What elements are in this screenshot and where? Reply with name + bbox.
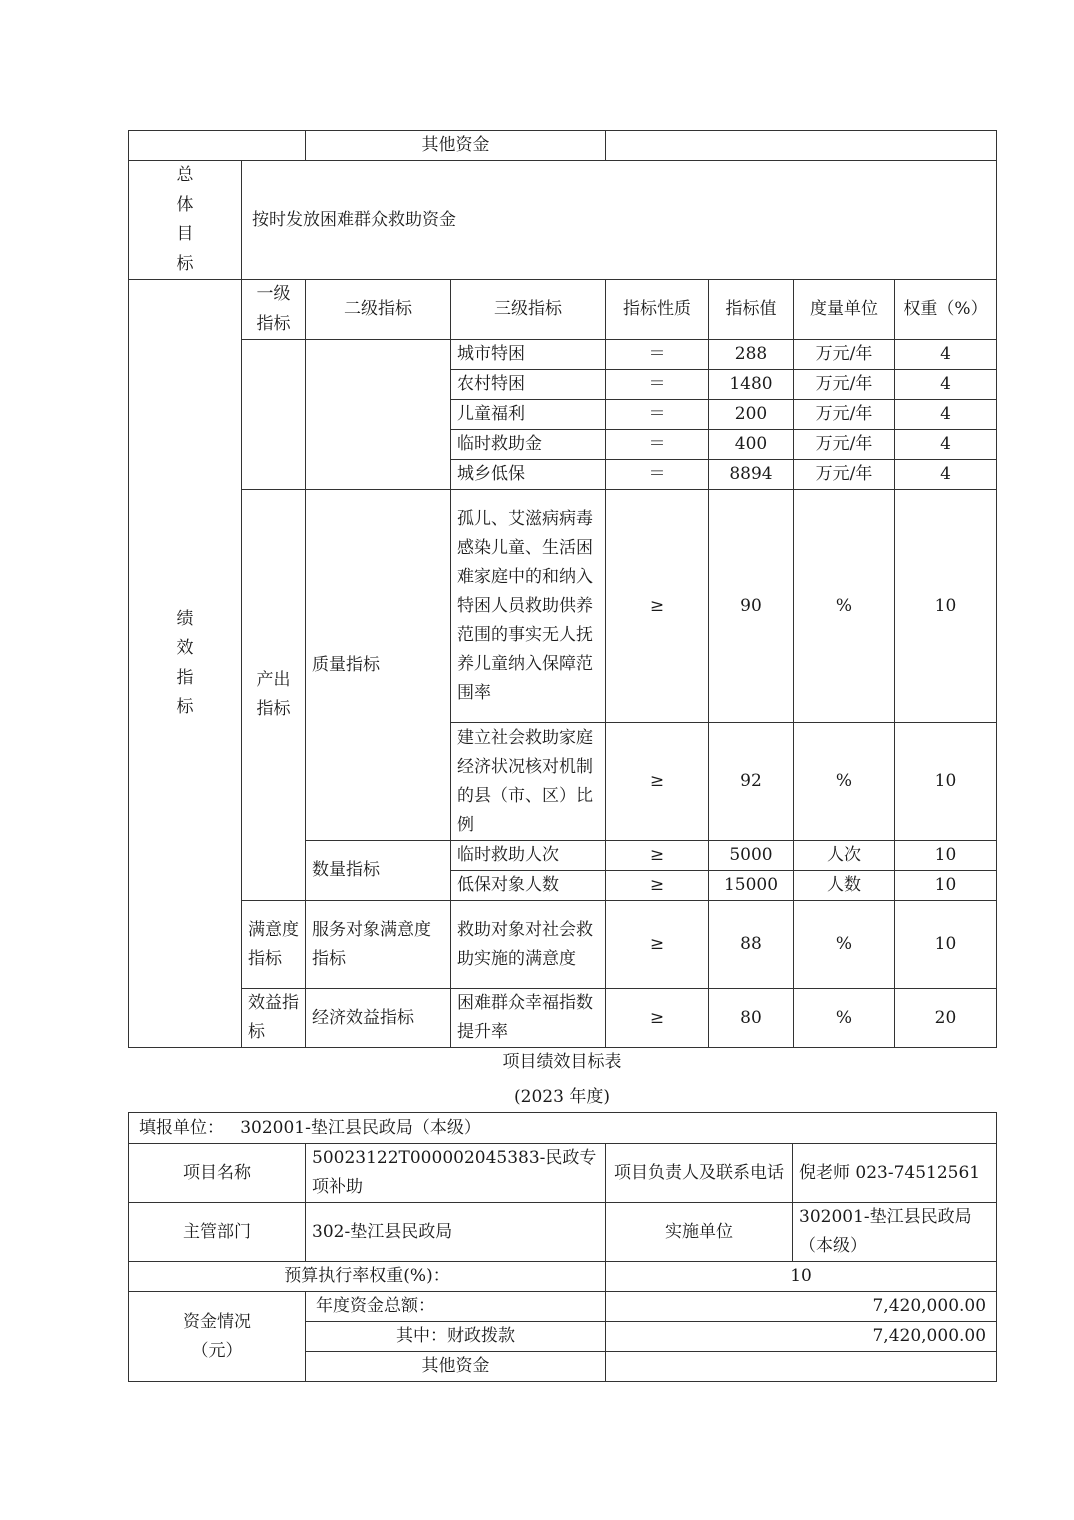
contact-label: 项目负责人及联系电话 bbox=[606, 1144, 793, 1203]
header-weight: 权重（%） bbox=[895, 280, 997, 340]
table-row: 儿童福利 ＝ 200 万元/年 4 bbox=[129, 400, 997, 430]
budget-weight-value: 10 bbox=[606, 1262, 997, 1292]
dept-label: 主管部门 bbox=[129, 1203, 306, 1262]
performance-table-continued bbox=[128, 130, 997, 1048]
output-indicator-label: 产出指标 bbox=[242, 490, 306, 901]
other-funds-value-2 bbox=[606, 1352, 997, 1382]
header-level3: 三级指标 bbox=[451, 280, 606, 340]
header-unit: 度量单位 bbox=[794, 280, 895, 340]
overall-goal-label: 总体目标 bbox=[129, 161, 242, 280]
impl-label: 实施单位 bbox=[606, 1203, 793, 1262]
header-value: 指标值 bbox=[709, 280, 794, 340]
quantity-indicator-label: 数量指标 bbox=[306, 841, 451, 901]
table-row: 建立社会救助家庭经济状况核对机制的县（市、区）比例 ≥ 92 % 10 bbox=[129, 723, 997, 841]
fiscal-funds-label: 其中：财政拨款 bbox=[306, 1322, 606, 1352]
table-row: 城市特困 ＝ 288 万元/年 4 bbox=[129, 340, 997, 370]
empty-level1 bbox=[242, 340, 306, 490]
other-funds-label-2: 其他资金 bbox=[306, 1352, 606, 1382]
table-title: 项目绩效目标表 bbox=[502, 1052, 622, 1072]
header-level1: 一级指标 bbox=[242, 280, 306, 340]
table-row: 产出指标 质量指标 孤儿、艾滋病病毒感染儿童、生活困难家庭中的和纳入特困人员救助供养范围的事实无人抚养儿童纳入保障范围率 ≥ 90 % 10 bbox=[129, 490, 997, 723]
reporting-unit: 填报单位： 302001-垫江县民政局（本级） bbox=[129, 1113, 997, 1144]
empty-level2 bbox=[306, 340, 451, 490]
other-funds-value bbox=[606, 131, 997, 161]
dept-value: 302-垫江县民政局 bbox=[306, 1203, 606, 1262]
total-funds-label: 年度资金总额： bbox=[306, 1292, 606, 1322]
perf-indicator-label: 绩效指标 bbox=[129, 280, 242, 1048]
table-year: (2023 年度) bbox=[514, 1087, 610, 1107]
table-row: 数量指标 临时救助人次 ≥ 5000 人次 10 bbox=[129, 841, 997, 871]
header-level2: 二级指标 bbox=[306, 280, 451, 340]
fiscal-funds-value: 7,420,000.00 bbox=[606, 1322, 997, 1352]
table-row: 农村特困 ＝ 1480 万元/年 4 bbox=[129, 370, 997, 400]
table-row: 低保对象人数 ≥ 15000 人数 10 bbox=[129, 871, 997, 901]
total-funds-value: 7,420,000.00 bbox=[606, 1292, 997, 1322]
satisfaction-indicator-label: 满意度指标 bbox=[242, 901, 306, 989]
budget-weight-label: 预算执行率权重(%)： bbox=[129, 1262, 606, 1292]
overall-goal-text: 按时发放困难群众救助资金 bbox=[242, 161, 997, 280]
table-row: 临时救助金 ＝ 400 万元/年 4 bbox=[129, 430, 997, 460]
project-name-label: 项目名称 bbox=[129, 1144, 306, 1203]
funds-blank-cell bbox=[129, 131, 306, 161]
impl-value: 302001-垫江县民政局（本级） bbox=[793, 1203, 997, 1262]
table-row: 城乡低保 ＝ 8894 万元/年 4 bbox=[129, 460, 997, 490]
table-row: 效益指标 经济效益指标 困难群众幸福指数提升率 ≥ 80 % 20 bbox=[129, 989, 997, 1048]
table-row: 满意度指标 服务对象满意度指标 救助对象对社会救助实施的满意度 ≥ 88 % 10 bbox=[129, 901, 997, 989]
contact-value: 倪老师 023-74512561 bbox=[793, 1144, 997, 1203]
project-name-value: 50023122T000002045383-民政专项补助 bbox=[306, 1144, 606, 1203]
header-nature: 指标性质 bbox=[606, 280, 709, 340]
funds-label: 资金情况（元） bbox=[129, 1292, 306, 1382]
benefit-indicator-label: 效益指标 bbox=[242, 989, 306, 1048]
other-funds-label: 其他资金 bbox=[306, 131, 606, 161]
project-info-table bbox=[128, 1112, 997, 1382]
quality-indicator-label: 质量指标 bbox=[306, 490, 451, 841]
